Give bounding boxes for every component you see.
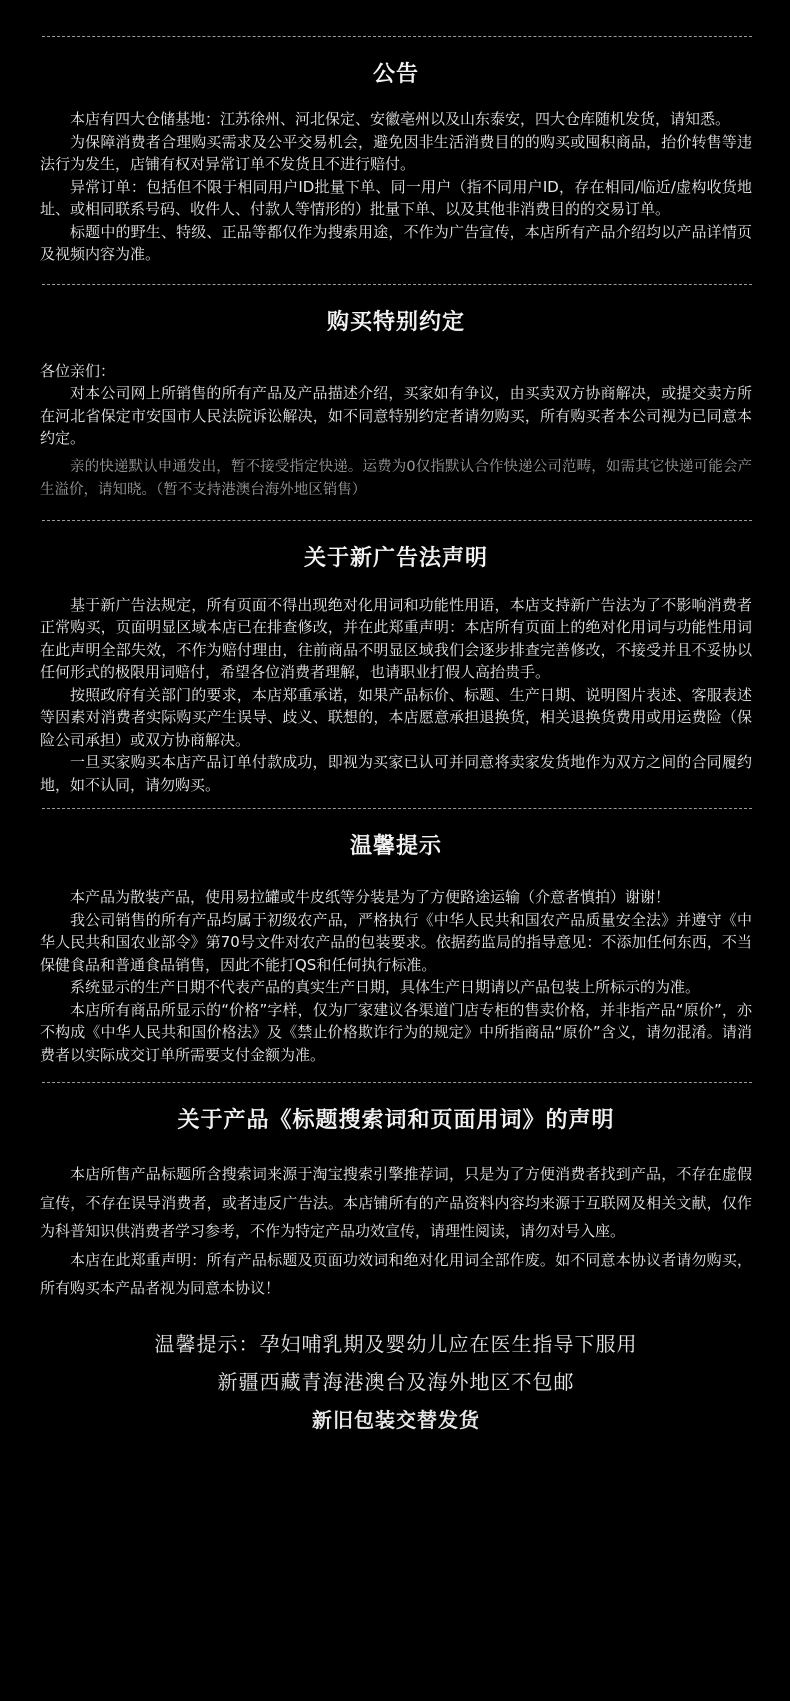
tips-paragraph: 本产品为散装产品，使用易拉罐或牛皮纸等分装是为了方便路途运输（介意者慎拍）谢谢！: [70, 888, 671, 906]
ad-law-paragraph: 基于新广告法规定，所有页面不得出现绝对化用词和功能性用语，本店支持新广告法为了不影响消费者正常购买，页面明显区域本店已在排查修改，并在此郑重声明：本店所有页面上的绝对化用词与功能性用词在此声明全部失效，不作为赔付理由，往前商品不明显区域我们会逐步排查完善修改，不接受并且不妥协以任何形式的极限用词赔付，希望各位消费者理解，也请职业打假人高抬贵手。: [40, 595, 752, 681]
dashed-divider: [42, 1082, 752, 1083]
ad-law-title: 关于新广告法声明: [303, 545, 488, 571]
notice-title: 公告: [372, 62, 419, 87]
keywords-body: [40, 1160, 752, 1303]
ad-law-paragraph: 按照政府有关部门的要求，本店郑重承诺，如果产品标价、标题、生产日期、说明图片表述、客服表述等因素对消费者实际购买产生误导、歧义、联想的，本店愿意承担退换货，相关退换货费用或用运费险（保险公司承担）或双方协商解决。: [40, 685, 752, 749]
tips-title: 温馨提示: [349, 834, 442, 859]
keywords-paragraph: 本店所售产品标题所含搜索词来源于淘宝搜索引擎推荐词，只是为了方便消费者找到产品，不存在虚假宣传，不存在误导消费者，或者违反广告法。本店铺所有的产品资料内容均来源于互联网及相关文献，仅作为科普知识供消费者学习参考，不作为特定产品功效宣传，请理性阅读，请勿对号入座。: [40, 1165, 752, 1240]
tips-paragraph: 系统显示的生产日期不代表产品的真实生产日期，具体生产日期请以产品包装上所标示的为准。: [70, 978, 701, 996]
footer-packaging-note: 新旧包装交替发货: [312, 1407, 480, 1432]
tips-paragraph: 我公司销售的所有产品均属于初级农产品，严格执行《中华人民共和国农产品质量安全法》并遵守《中华人民共和国农业部令》第70号文件对农产品的包装要求。依据药监局的指导意见：不添加任何东西，不当保健食品和普通食品销售，因此不能打QS和任何执行标准。: [40, 910, 752, 974]
purchase-paragraph: 对本公司网上所销售的所有产品及产品描述介绍，买家如有争议，由买卖双方协商解决，或提交卖方所在河北省保定市安国市人民法院诉讼解决，如不同意特别约定者请勿购买，所有购买者本公司视为已同意本约定。: [40, 384, 752, 447]
purchase-title: 购买特别约定: [326, 309, 465, 335]
ad-law-paragraph: 一旦买家购买本店产品订单付款成功，即视为买家已认可并同意将卖家发货地作为双方之间的合同履约地，如不认同，请勿购买。: [40, 753, 752, 794]
notice-body: [40, 108, 752, 266]
notice-paragraph: 为保障消费者合理购买需求及公平交易机会，避免因非生活消费目的的购买或囤积商品，抬价转售等违法行为发生，店铺有权对异常订单不发货且不进行赔付。: [40, 132, 752, 173]
purchase-body: [40, 360, 752, 502]
dashed-divider: [42, 520, 752, 521]
shipping-note: 亲的快递默认申通发出，暂不接受指定快递。运费为0仅指默认合作快递公司范畴，如需其它快递可能会产生溢价，请知晓。（暂不支持港澳台海外地区销售）: [40, 458, 752, 498]
tips-body: [40, 886, 752, 1066]
ad-law-body: [40, 594, 752, 797]
dashed-divider: [42, 808, 752, 809]
notice-paragraph: 标题中的野生、特级、正品等都仅作为搜索用途，不作为广告宣传，本店所有产品介绍均以产品详情页及视频内容为准。: [40, 222, 752, 263]
dashed-divider: [42, 36, 752, 37]
dashed-divider: [42, 284, 752, 285]
tips-paragraph: 本店所有商品所显示的“价格”字样，仅为厂家建议各渠道门店专柜的售卖价格，并非指产品“原价”，亦不构成《中华人民共和国价格法》及《禁止价格欺诈行为的规定》中所指商品“原价”含义，请勿混淆。请消费者以实际成交订单所需要支付金额为准。: [40, 1000, 752, 1064]
keywords-paragraph: 本店在此郑重声明：所有产品标题及页面功效词和绝对化用词全部作废。如不同意本协议者请勿购买，所有购买本产品者视为同意本协议！: [40, 1250, 752, 1297]
keywords-title: 关于产品《标题搜索词和页面用词》的声明: [177, 1108, 615, 1133]
footer-shipping-note: 新疆西藏青海港澳台及海外地区不包邮: [217, 1369, 575, 1394]
notice-paragraph: 异常订单：包括但不限于相同用户ID批量下单、同一用户（指不同用户ID，存在相同/临近/虚构收货地址、或相同联系号码、收件人、付款人等情形的）批量下单、以及其他非消费目的的交易订单。: [40, 177, 752, 218]
footer-pregnancy-note: 温馨提示：孕妇哺乳期及婴幼儿应在医生指导下服用: [154, 1331, 638, 1356]
notice-paragraph: 本店有四大仓储基地：江苏徐州、河北保定、安徽亳州以及山东泰安，四大仓库随机发货，请知悉。: [70, 110, 731, 128]
footer-notes: [40, 1325, 752, 1439]
purchase-greeting: 各位亲们：: [40, 361, 116, 380]
